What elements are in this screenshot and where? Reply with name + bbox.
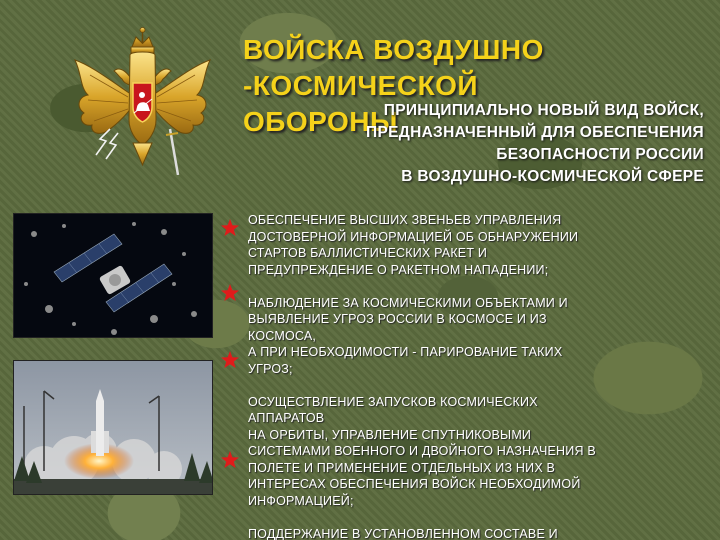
- tasks-list: [248, 212, 708, 540]
- task-line: ОБЕСПЕЧЕНИЕ ВЫСШИХ ЗВЕНЬЕВ УПРАВЛЕНИЯ: [248, 213, 562, 227]
- rocket-launch-illustration: [14, 361, 213, 495]
- task-line: ИНТЕРЕСАХ ОБЕСПЕЧЕНИЯ ВОЙСК НЕОБХОДИМОЙ: [248, 477, 581, 491]
- task-line: А ПРИ НЕОБХОДИМОСТИ - ПАРИРОВАНИЕ ТАКИХ: [248, 345, 563, 359]
- red-star-icon: [220, 218, 240, 238]
- satellite-illustration: [14, 214, 213, 338]
- title-line: -КОСМИЧЕСКОЙ: [243, 70, 479, 101]
- red-star-icon: [220, 450, 240, 470]
- task-line: ПРЕДУПРЕЖДЕНИЕ О РАКЕТНОМ НАПАДЕНИИ;: [248, 262, 549, 277]
- task-item: [248, 212, 708, 278]
- title-line: ВОЙСКА ВОЗДУШНО: [243, 34, 544, 65]
- task-line: ПОДДЕРЖАНИЕ В УСТАНОВЛЕННОМ СОСТАВЕ И: [248, 526, 558, 540]
- subtitle-line: ПРЕДНАЗНАЧЕННЫЙ ДЛЯ ОБЕСПЕЧЕНИЯ: [366, 124, 704, 141]
- task-item: [248, 394, 708, 510]
- task-line: НАБЛЮДЕНИЕ ЗА КОСМИЧЕСКИМИ ОБЪЕКТАМИ И: [248, 295, 568, 310]
- subtitle: [264, 100, 704, 188]
- task-line: ОСУЩЕСТВЛЕНИЕ ЗАПУСКОВ КОСМИЧЕСКИХ: [248, 394, 538, 409]
- subtitle-line: В ВОЗДУШНО-КОСМИЧЕСКОЙ СФЕРЕ: [401, 168, 704, 185]
- double-headed-eagle-emblem: [70, 25, 215, 175]
- task-line: ПОЛЕТЕ И ПРИМЕНЕНИЕ ОТДЕЛЬНЫХ ИЗ НИХ В: [248, 460, 556, 475]
- task-line: НА ОРБИТЫ, УПРАВЛЕНИЕ СПУТНИКОВЫМИ: [248, 427, 532, 442]
- task-item: [248, 295, 708, 378]
- task-line: СИСТЕМАМИ ВОЕННОГО И ДВОЙНОГО НАЗНАЧЕНИЯ В: [248, 444, 596, 458]
- task-line: ИНФОРМАЦИЕЙ;: [248, 493, 354, 508]
- task-line: СТАРТОВ БАЛЛИСТИЧЕСКИХ РАКЕТ И: [248, 246, 488, 260]
- task-line: ДОСТОВЕРНОЙ ИНФОРМАЦИЕЙ ОБ ОБНАРУЖЕНИИ: [248, 229, 579, 244]
- rocket-launch-photo: [13, 360, 213, 495]
- satellite-photo: [13, 213, 213, 338]
- title-line: ОБОРОНЫ: [243, 106, 398, 137]
- task-line: КОСМОСА,: [248, 328, 317, 343]
- task-line: АППАРАТОВ: [248, 411, 325, 425]
- task-line: УГРОЗ;: [248, 361, 293, 376]
- red-star-icon: [220, 283, 240, 303]
- subtitle-line: БЕЗОПАСНОСТИ РОССИИ: [496, 146, 704, 163]
- red-star-icon: [220, 350, 240, 370]
- task-item: [248, 526, 708, 540]
- subtitle-line: ПРИНЦИПИАЛЬНО НОВЫЙ ВИД ВОЙСК,: [383, 102, 704, 119]
- task-line: ВЫЯВЛЕНИЕ УГРОЗ РОССИИ В КОСМОСЕ И ИЗ: [248, 312, 547, 326]
